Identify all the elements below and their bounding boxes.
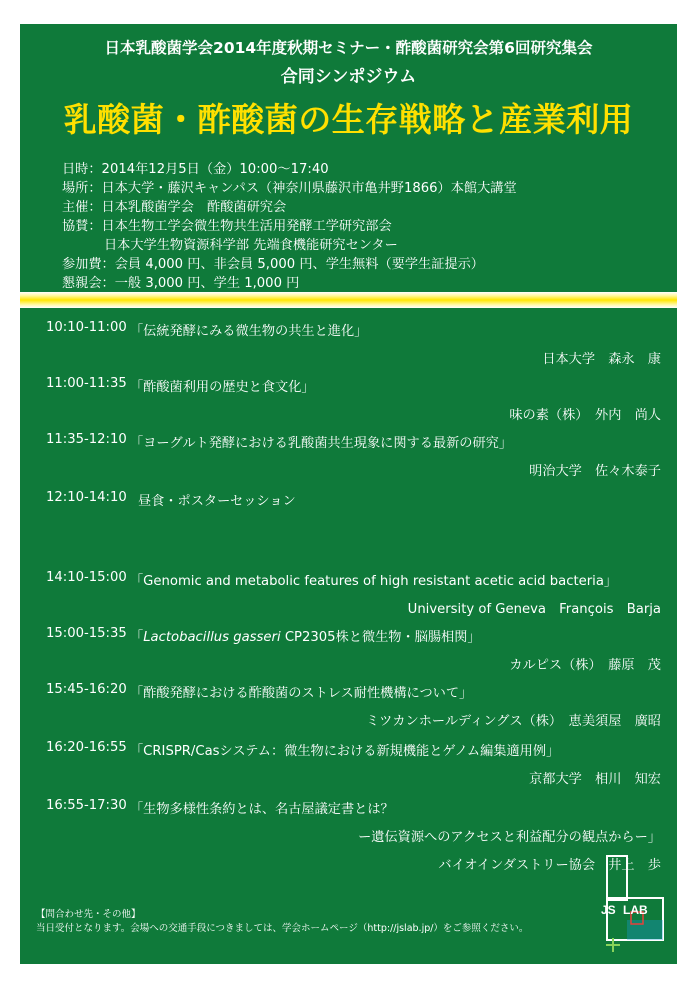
jslab-logo bbox=[597, 854, 667, 958]
yellow-band bbox=[20, 292, 677, 308]
title-open: 「 bbox=[130, 630, 144, 645]
info-date: 日時：2014年12月5日（金）10:00～17:40 bbox=[62, 162, 329, 177]
session-time: 16:55-17:30 bbox=[46, 798, 127, 813]
session-title: 「生物多様性条約とは、名古屋議定書とは？ bbox=[130, 802, 394, 817]
session-time: 11:00-11:35 bbox=[46, 376, 127, 391]
info-support-cont: 日本大学生物資源科学部 先端食機能研究センター bbox=[104, 238, 398, 253]
session-time: 15:45-16:20 bbox=[46, 682, 127, 697]
info-host: 主催：日本乳酸菌学会 酢酸菌研究会 bbox=[62, 200, 287, 215]
info-party: 懇親会：一般 3,000 円、学生 1,000 円 bbox=[62, 276, 300, 291]
session-time: 14:10-15:00 bbox=[46, 570, 127, 585]
event-info bbox=[62, 160, 517, 293]
title-species: Lactobacillus gasseri bbox=[143, 630, 281, 645]
session-speaker: 日本大学 森永 康 bbox=[542, 352, 661, 367]
session-time: 15:00-15:35 bbox=[46, 626, 127, 641]
session-time: 12:10-14:10 bbox=[46, 490, 127, 505]
session-title: 「酢酸発酵における酢酸菌のストレス耐性機構について」 bbox=[130, 686, 473, 701]
poster bbox=[20, 24, 677, 964]
contact-info bbox=[36, 908, 528, 936]
session-title bbox=[130, 626, 481, 645]
session-speaker: University of Geneva François Barja bbox=[407, 602, 661, 617]
session-time: 16:20-16:55 bbox=[46, 740, 127, 755]
session-speaker: 味の素（株） 外内 尚人 bbox=[509, 408, 661, 423]
contact-heading: 【問合わせ先・その他】 bbox=[36, 909, 141, 920]
session-speaker: 明治大学 佐々木泰子 bbox=[529, 464, 661, 479]
session-title: 「CRISPR/Casシステム：微生物における新規機能とゲノム編集適用例」 bbox=[130, 744, 560, 759]
header-line2: 合同シンポジウム bbox=[280, 67, 417, 87]
logo-text-lab: LAB bbox=[623, 903, 648, 917]
session-title: 「伝統発酵にみる微生物の共生と進化」 bbox=[130, 324, 368, 339]
main-title: 乳酸菌・酢酸菌の生存戦略と産業利用 bbox=[63, 100, 634, 139]
session-speaker: ミツカンホールディングス（株） 恵美須屋 廣昭 bbox=[366, 714, 661, 729]
contact-note: 当日受付となります。会場への交通手段につきましては、学会ホームページ（http://jslab.jp/）をご参照ください。 bbox=[36, 923, 529, 934]
session-speaker: 京都大学 相川 知宏 bbox=[529, 772, 661, 787]
info-support: 協賛：日本生物工学会微生物共生活用発酵工学研究部会 bbox=[62, 219, 392, 234]
session-title: 昼食・ポスターセッション bbox=[138, 494, 296, 509]
session-subtitle: ー遺伝資源へのアクセスと利益配分の観点からー」 bbox=[358, 830, 661, 845]
header-line1: 日本乳酸菌学会2014年度秋期セミナー・酢酸菌研究会第6回研究集会 bbox=[104, 39, 593, 57]
session-title: 「ヨーグルト発酵における乳酸菌共生現象に関する最新の研究」 bbox=[130, 436, 513, 451]
session-title: 「Genomic and metabolic features of high resistant acetic acid bacteria」 bbox=[130, 574, 618, 589]
title-rest: CP2305株と微生物・脳腸相関」 bbox=[280, 630, 481, 645]
info-fee: 参加費：会員 4,000 円、非会員 5,000 円、学生無料（要学生証提示） bbox=[62, 257, 484, 272]
session-speaker: カルピス（株） 藤原 茂 bbox=[509, 658, 661, 673]
session-speaker: バイオインダストリー協会 井上 歩 bbox=[438, 858, 661, 873]
session-time: 11:35-12:10 bbox=[46, 432, 127, 447]
session-time: 10:10-11:00 bbox=[46, 320, 127, 335]
logo-text-js: JS bbox=[601, 903, 616, 917]
session-title: 「酢酸菌利用の歴史と食文化」 bbox=[130, 380, 315, 395]
info-place: 場所：日本大学・藤沢キャンパス（神奈川県藤沢市亀井野1866）本館大講堂 bbox=[62, 181, 517, 196]
